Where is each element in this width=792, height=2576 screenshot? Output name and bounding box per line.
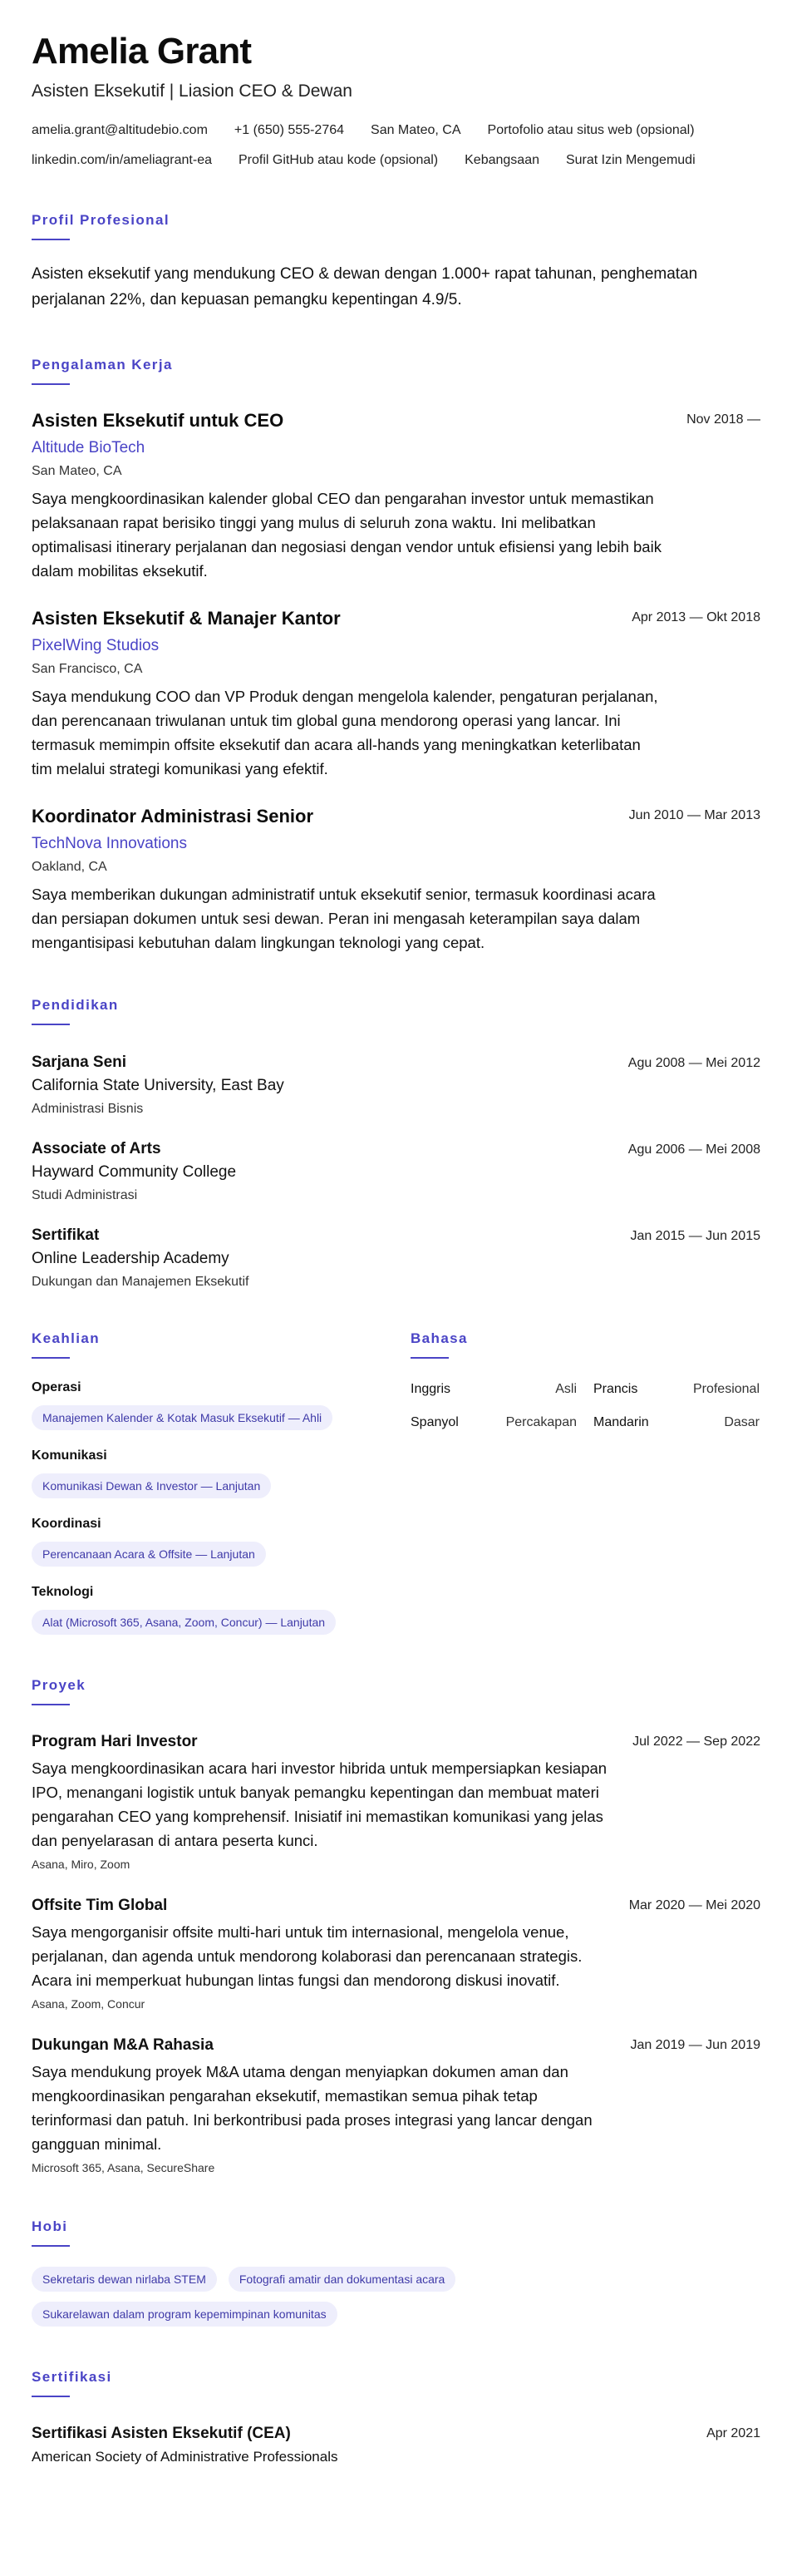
job-title: Koordinator Administrasi Senior: [32, 806, 314, 827]
project-date: Jul 2022 — Sep 2022: [632, 1735, 760, 1749]
section-divider: [32, 1357, 70, 1359]
skill-category: Teknologi: [32, 1585, 94, 1599]
section-title-projects: Proyek: [32, 1677, 86, 1693]
section-title-education: Pendidikan: [32, 997, 119, 1013]
skill-chip: Alat (Microsoft 365, Asana, Zoom, Concur) — Lanjutan: [32, 1610, 336, 1635]
language-level: Percakapan: [505, 1415, 577, 1429]
contact-github: Profil GitHub atau kode (opsional): [239, 153, 439, 167]
language-name: Mandarin: [593, 1415, 649, 1429]
language-item: [593, 1380, 760, 1399]
skill-category: Operasi: [32, 1380, 81, 1394]
skill-category: Komunikasi: [32, 1448, 107, 1463]
education-field: Studi Administrasi: [32, 1188, 138, 1202]
resume-header: [32, 30, 760, 170]
contact-phone: +1 (650) 555-2764: [234, 123, 345, 137]
section-title-profile: Profil Profesional: [32, 212, 170, 228]
education-degree: Sertifikat: [32, 1226, 100, 1244]
section-title-experience: Pengalaman Kerja: [32, 357, 173, 373]
job-entry: [32, 606, 760, 781]
language-level: Dasar: [724, 1415, 760, 1429]
job-list: [32, 408, 760, 955]
profile-summary: Asisten eksekutif yang mendukung CEO & dewan dengan 1.000+ rapat tahunan, penghematan perjalanan 22%, dan kepuasan pemangku kepentingan 4.9/5.: [32, 265, 698, 308]
skill-group: [32, 1583, 356, 1635]
job-company: PixelWing Studios: [32, 637, 160, 654]
job-date: Jun 2010 — Mar 2013: [628, 808, 760, 822]
education-entry: [32, 1225, 760, 1291]
project-tools: Asana, Miro, Zoom: [32, 1858, 130, 1871]
language-name: Inggris: [411, 1382, 451, 1396]
education-degree: Associate of Arts: [32, 1140, 161, 1157]
project-list: [32, 1730, 760, 2176]
section-title-languages: Bahasa: [411, 1330, 468, 1346]
job-entry: [32, 804, 760, 955]
contact-portfolio: Portofolio atau situs web (opsional): [487, 123, 695, 137]
certification-issuer: American Society of Administrative Professionals: [32, 2449, 338, 2465]
language-item: [411, 1380, 577, 1399]
education-entry: [32, 1052, 760, 1118]
education-school: Online Leadership Academy: [32, 1250, 229, 1267]
section-divider: [411, 1357, 449, 1359]
language-level: Profesional: [692, 1382, 760, 1396]
section-divider: [32, 239, 70, 240]
project-description: Saya mendukung proyek M&A utama dengan menyiapkan dokumen aman dan mengkoordinasikan pengarahan eksekutif, memastikan semua pihak tetap terinformasi dan patuh. Ini berkontribusi pada proses integrasi yang lancar dengan gangguan minimal.: [32, 2063, 593, 2153]
job-entry: [32, 408, 760, 583]
education-field: Administrasi Bisnis: [32, 1102, 144, 1116]
education-section: [32, 996, 760, 1291]
education-date: Agu 2008 — Mei 2012: [627, 1056, 760, 1070]
job-description: Saya mengkoordinasikan kalender global CEO dan pengarahan investor untuk memastikan pelaksanaan rapat berisiko tinggi yang mulus di seluruh zona waktu. Ini melibatkan optimalisasi itinerary perjalanan dan negosiasi dengan vendor untuk efisiensi yang lebih baik dalam mobilitas eksekutif.: [32, 490, 662, 580]
project-date: Mar 2020 — Mei 2020: [628, 1898, 760, 1912]
certification-entry: [32, 2422, 760, 2467]
project-date: Jan 2019 — Jun 2019: [630, 2038, 760, 2052]
job-title: Asisten Eksekutif & Manajer Kantor: [32, 608, 341, 629]
education-date: Agu 2006 — Mei 2008: [627, 1142, 760, 1157]
skills-languages-section: [32, 1330, 760, 1635]
project-tools: Asana, Zoom, Concur: [32, 1997, 145, 2011]
projects-section: [32, 1676, 760, 2176]
project-description: Saya mengkoordinasikan acara hari investor hibrida untuk mempersiapkan kesiapan IPO, menangani logistik untuk banyak pemangku kepentingan dan membuat materi pengarahan CEO yang komprehensif. Inisiatif ini memastikan komunikasi yang jelas dan penyelarasan di antara peserta kunci.: [32, 1759, 608, 1849]
job-location: Oakland, CA: [32, 860, 107, 874]
candidate-name: Amelia Grant: [32, 31, 252, 72]
hobby-chip: Fotografi amatir dan dokumentasi acara: [229, 2267, 455, 2292]
certifications-section: [32, 2368, 760, 2467]
education-entry: [32, 1138, 760, 1205]
languages-column: [411, 1330, 760, 1635]
project-entry: [32, 2034, 760, 2176]
job-date: Nov 2018 —: [686, 412, 760, 427]
contact-email: amelia.grant@altitudebio.com: [32, 123, 208, 137]
certification-title: Sertifikasi Asisten Eksekutif (CEA): [32, 2425, 291, 2442]
skill-group: [32, 1379, 356, 1430]
project-title: Program Hari Investor: [32, 1733, 198, 1750]
job-company: TechNova Innovations: [32, 835, 187, 852]
section-divider: [32, 383, 70, 385]
project-tools: Microsoft 365, Asana, SecureShare: [32, 2161, 215, 2174]
profile-section: [32, 211, 760, 313]
job-location: San Francisco, CA: [32, 662, 143, 676]
candidate-headline: Asisten Eksekutif | Liasion CEO & Dewan: [32, 81, 352, 101]
section-divider: [32, 1704, 70, 1705]
job-date: Apr 2013 — Okt 2018: [632, 610, 760, 624]
skill-chip: Manajemen Kalender & Kotak Masuk Eksekutif — Ahli: [32, 1405, 332, 1430]
project-description: Saya mengorganisir offsite multi-hari untuk tim internasional, mengelola venue, perjalanan, dan agenda untuk mendorong kolaborasi dan perencanaan strategis. Acara ini memperkuat hubungan lintas fungsi dan mendorong diskusi inovatif.: [32, 1923, 583, 1989]
section-title-certifications: Sertifikasi: [32, 2369, 112, 2385]
section-divider: [32, 1024, 70, 1025]
skills-column: [32, 1330, 356, 1635]
language-name: Prancis: [593, 1382, 638, 1396]
job-location: San Mateo, CA: [32, 464, 122, 478]
language-item: [593, 1414, 760, 1432]
education-school: Hayward Community College: [32, 1163, 237, 1181]
language-list: [411, 1380, 760, 1432]
education-list: [32, 1052, 760, 1291]
section-title-hobbies: Hobi: [32, 2218, 68, 2234]
contact-driving-license: Surat Izin Mengemudi: [565, 153, 696, 167]
job-description: Saya memberikan dukungan administratif untuk eksekutif senior, termasuk koordinasi acara dan persiapan dokumen untuk sesi dewan. Peran ini mengasah keterampilan saya dalam mengantisipasi kebutuhan dalam lingkungan teknologi yang cepat.: [32, 886, 656, 951]
job-description: Saya mendukung COO dan VP Produk dengan mengelola kalender, pengaturan perjalanan, dan perencanaan triwulanan untuk tim global guna mendorong operasi yang lancar. Ini termasuk memimpin offsite eksekutif dan acara all-hands yang meningkatkan keterlibatan tim melalui strategi komunikasi yang efektif.: [32, 688, 658, 777]
skill-chip: Komunikasi Dewan & Investor — Lanjutan: [32, 1473, 271, 1498]
education-field: Dukungan dan Manajemen Eksekutif: [32, 1275, 249, 1289]
section-divider: [32, 2396, 70, 2397]
contact-location: San Mateo, CA: [371, 123, 461, 137]
skill-category: Koordinasi: [32, 1517, 101, 1531]
contact-list: [32, 121, 760, 170]
skill-group: [32, 1515, 356, 1567]
hobby-chip: Sukarelawan dalam program kepemimpinan komunitas: [32, 2302, 337, 2327]
education-school: California State University, East Bay: [32, 1077, 284, 1094]
hobby-list: [32, 2267, 547, 2327]
job-title: Asisten Eksekutif untuk CEO: [32, 410, 284, 431]
project-title: Offsite Tim Global: [32, 1897, 168, 1914]
language-item: [411, 1414, 577, 1432]
education-date: Jan 2015 — Jun 2015: [630, 1229, 760, 1243]
contact-nationality: Kebangsaan: [465, 153, 539, 167]
language-level: Asli: [555, 1382, 577, 1396]
education-degree: Sarjana Seni: [32, 1054, 127, 1071]
project-entry: [32, 1730, 760, 1873]
language-name: Spanyol: [411, 1415, 459, 1429]
section-divider: [32, 2245, 70, 2247]
hobbies-section: [32, 2218, 760, 2327]
project-entry: [32, 1894, 760, 2012]
skill-chip: Perencanaan Acara & Offsite — Lanjutan: [32, 1542, 266, 1567]
experience-section: [32, 356, 760, 955]
section-title-skills: Keahlian: [32, 1330, 101, 1346]
contact-linkedin: linkedin.com/in/ameliagrant-ea: [32, 153, 212, 167]
job-company: Altitude BioTech: [32, 439, 145, 456]
skill-group: [32, 1447, 356, 1498]
hobby-chip: Sekretaris dewan nirlaba STEM: [32, 2267, 217, 2292]
certification-date: Apr 2021: [706, 2426, 760, 2440]
project-title: Dukungan M&A Rahasia: [32, 2036, 214, 2054]
